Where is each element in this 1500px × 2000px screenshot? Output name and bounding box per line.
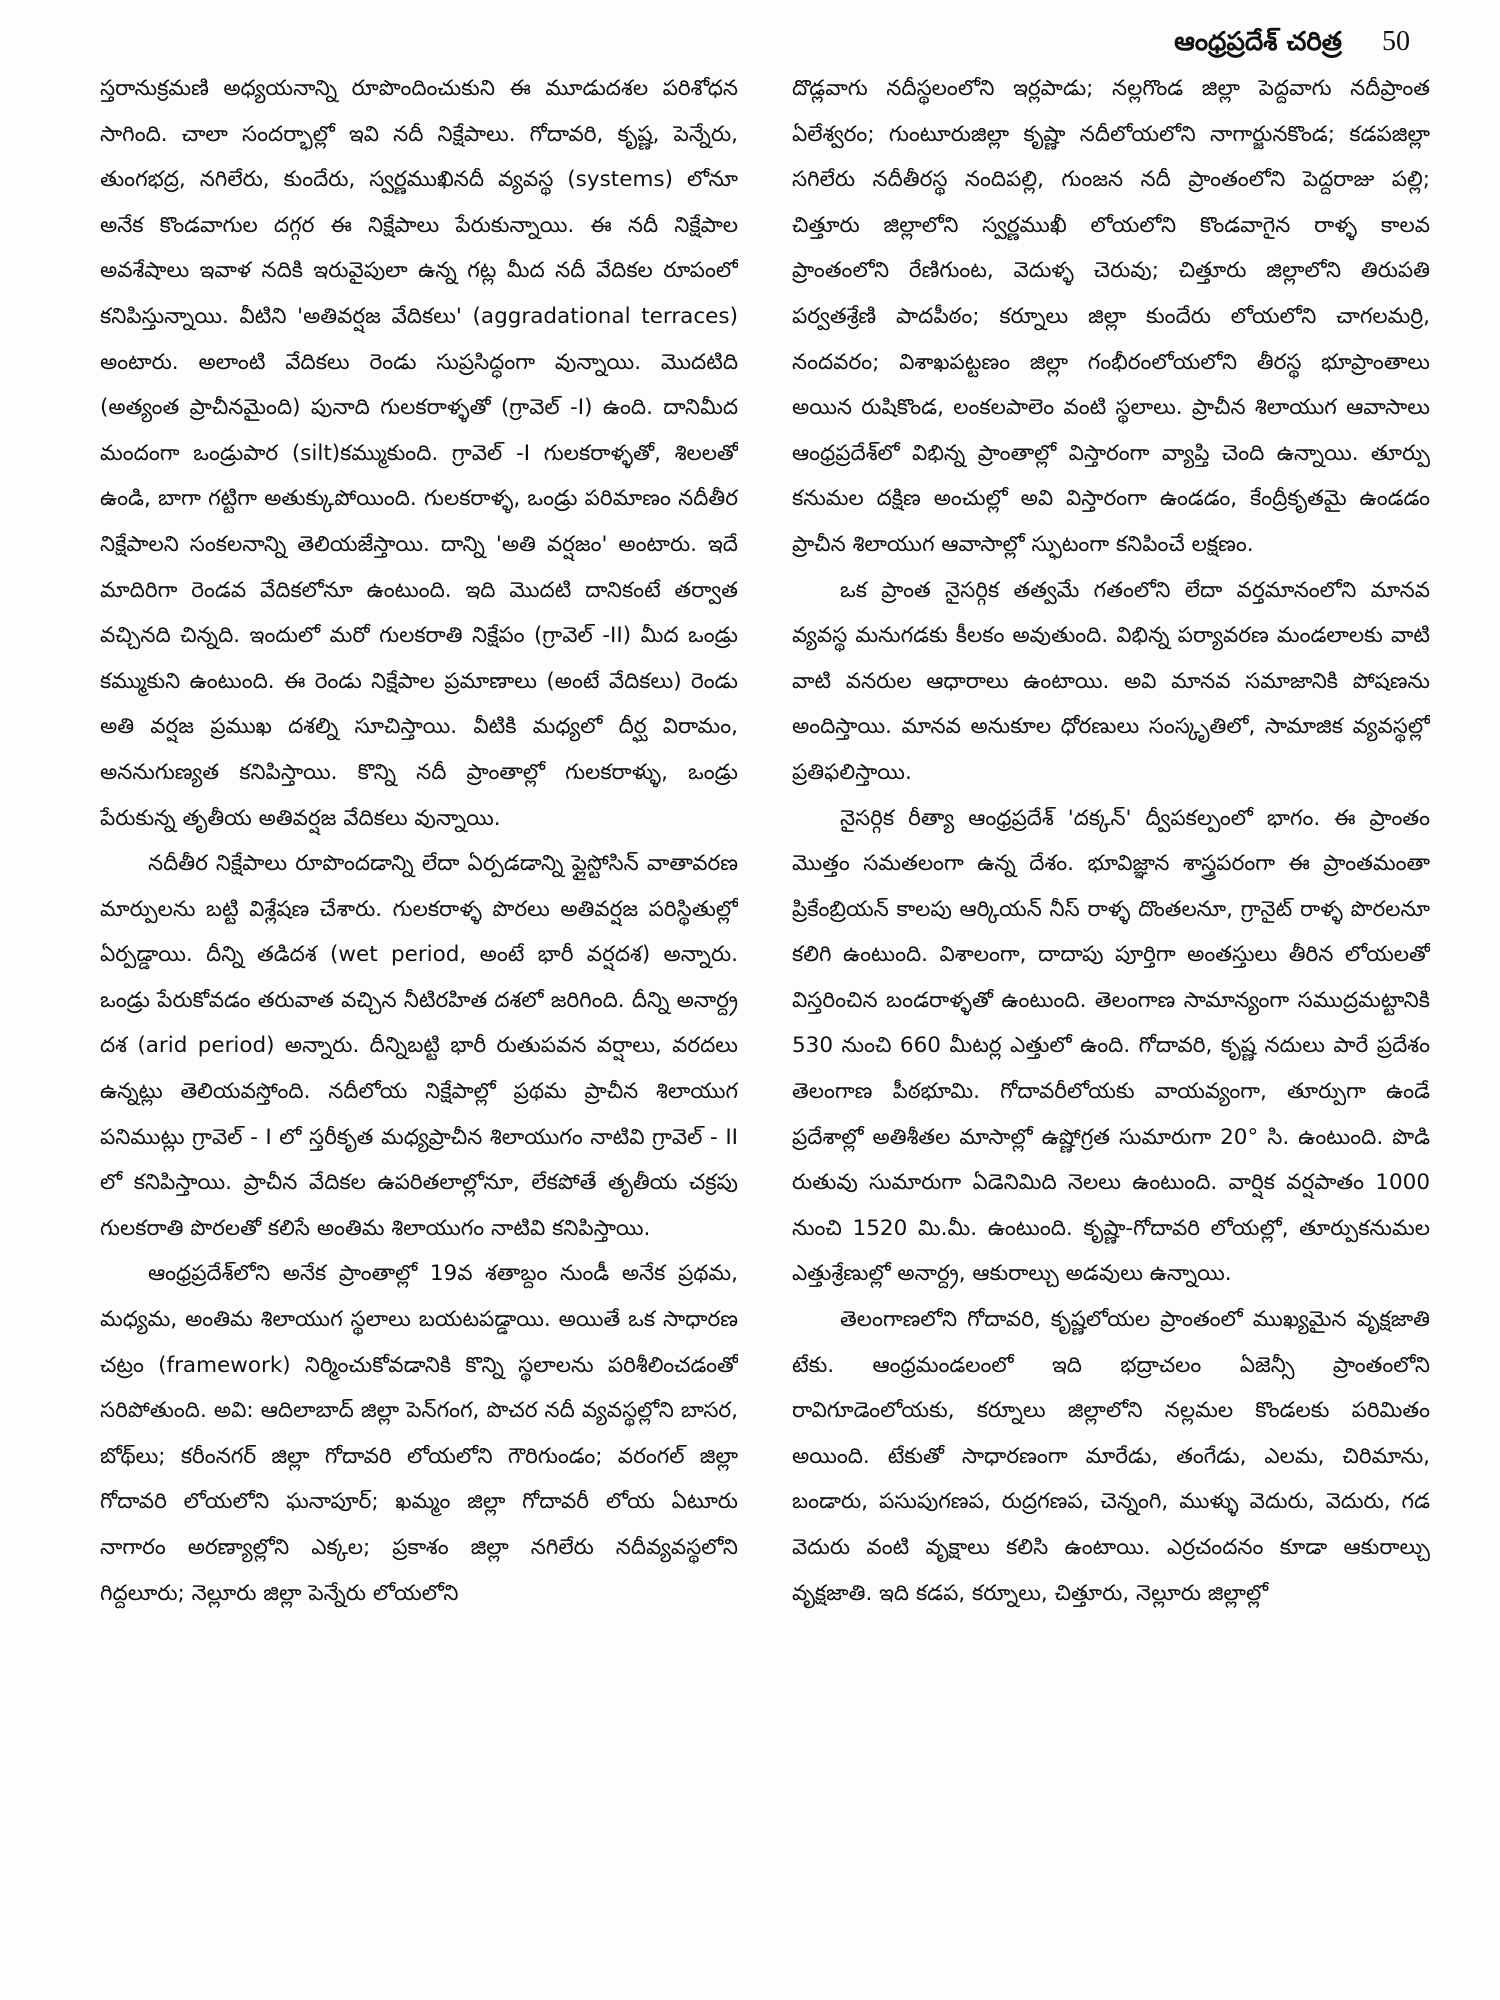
paragraph: తెలంగాణలోని గోదావరి, కృష్ణలోయల ప్రాంతంలో ముఖ్యమైన వృక్షజాతి టేకు. ఆంధ్రమండలంలో ఇది భద్రాచలం ఏజెన్సీ ప్రాంతంలోని రావిగూడెంలోయకు, కర్నూలు జిల్లాలోని నల్లమల కొండలకు పరిమితం అయింది. టేకుతో సాధారణంగా మారేడు, తంగేడు, ఎలమ, చిరిమాను, బండారు, పసుపుగణప, రుద్రగణప, చెన్నంగి, ముళ్ళు వెదురు, వెదురు, గడ వెదురు వంటి వృక్షాలు కలిసి ఉంటాయి. ఎర్రచందనం కూడా ఆకురాల్చు వృక్షజాతి. ఇది కడప, కర్నూలు, చిత్తూరు, నెల్లూరు జిల్లాల్లో xyxy=(792,1307,1430,1606)
paragraph: ఒక ప్రాంత నైసర్గిక తత్వమే గతంలోని లేదా వర్తమానంలోని మానవ వ్యవస్థ మనుగడకు కీలకం అవుతుంది. విభిన్న పర్యావరణ మండలాలకు వాటి వాటి వనరుల ఆధారాలు ఉంటాయి. అవి మానవ సమాజానికి పోషణను అందిస్తాయి. మానవ అనుకూల ధోరణులు సంస్కృతిలో, సామాజిక వ్యవస్థల్లో ప్రతిఫలిస్తాయి. xyxy=(792,577,1430,785)
running-title: ఆంధ్రప్రదేశ్ చరిత్ర xyxy=(1174,27,1342,57)
text-columns xyxy=(100,66,1430,1966)
paragraph: నదీతీర నిక్షేపాలు రూపొందడాన్ని లేదా ఏర్పడడాన్ని ప్లైస్టోసిన్ వాతావరణ మార్పులను బట్టి విశ్లేషణ చేశారు. గులకరాళ్ళ పొరలు అతివర్షజ పరిస్థితుల్లో ఏర్పడ్డాయి. దీన్ని తడిదశ (wet period, అంటే భారీ వర్షదశ) అన్నారు. ఒండ్రు పేరుకోవడం తరువాత వచ్చిన నీటిరహిత దశలో జరిగింది. దీన్ని అనార్ద్ర దశ (arid period) అన్నారు. దీన్నిబట్టి భారీ రుతుపవన వర్షాలు, వరదలు ఉన్నట్లు తెలియవస్తోంది. నదీలోయ నిక్షేపాల్లో ప్రథమ ప్రాచీన శిలాయుగ పనిముట్లు గ్రావెల్ - I లో స్తరీకృత మధ్యప్రాచీన శిలాయుగం నాటివి గ్రావెల్ - II లో కనిపిస్తాయి. ప్రాచీన వేదికల ఉపరితలాల్లోనూ, లేకపోతే తృతీయ చక్రపు గులకరాతి పొరలతో కలిసే అంతిమ శిలాయుగం నాటివి కనిపిస్తాయి. xyxy=(100,851,738,1241)
page-number: 50 xyxy=(1382,26,1410,57)
paragraph: నైసర్గిక రీత్యా ఆంధ్రప్రదేశ్ 'దక్కన్' ద్వీపకల్పంలో భాగం. ఈ ప్రాంతం మొత్తం సమతలంగా ఉన్న దేశం. భూవిజ్ఞాన శాస్త్రపరంగా ఈ ప్రాంతమంతా ప్రికేంబ్రియన్ కాలపు ఆర్కియన్ నీస్ రాళ్ళ దొంతలనూ, గ్రానైట్ రాళ్ళ పొరలనూ కలిగి ఉంటుంది. విశాలంగా, దాదాపు పూర్తిగా అంతస్తులు తీరిన లోయలతో విస్తరించిన బండరాళ్ళతో ఉంటుంది. తెలంగాణ సామాన్యంగా సముద్రమట్టానికి 530 నుంచి 660 మీటర్ల ఎత్తులో ఉంది. గోదావరి, కృష్ణ నదులు పారే ప్రదేశం తెలంగాణ పీఠభూమి. గోదావరీలోయకు వాయవ్యంగా, తూర్పుగా ఉండే ప్రదేశాల్లో అతిశీతల మాసాల్లో ఉష్ణోగ్రత సుమారుగా 20° సి. ఉంటుంది. పొడి రుతువు సుమారుగా ఏడెనిమిది నెలలు ఉంటుంది. వార్షిక వర్షపాతం 1000 నుంచి 1520 మి.మీ. ఉంటుంది. కృష్ణా-గోదావరి లోయల్లో, తూర్పుకనుమల ఎత్తుశ్రేణుల్లో అనార్ద్ర, ఆకురాల్చు అడవులు ఉన్నాయి. xyxy=(792,805,1430,1287)
paragraph: దొడ్లవాగు నదీస్థలంలోని ఇర్లపాడు; నల్లగొండ జిల్లా పెద్దవాగు నదీప్రాంత ఏలేశ్వరం; గుంటూరుజిల్లా కృష్ణా నదీలోయలోని నాగార్జునకొండ; కడపజిల్లా సగిలేరు నదీతీరస్థ నందిపల్లి, గుంజన నదీ ప్రాంతంలోని పెద్దరాజు పల్లి; చిత్తూరు జిల్లాలోని స్వర్ణముఖీ లోయలోని కొండవాగైన రాళ్ళ కాలవ ప్రాంతంలోని రేణిగుంట, వెదుళ్ళ చెరువు; చిత్తూరు జిల్లాలోని తిరుపతి పర్వతశ్రేణి పాదపీఠం; కర్నూలు జిల్లా కుందేరు లోయలోని చాగలమర్రి, నందవరం; విశాఖపట్టణం జిల్లా గంభీరంలోయలోని తీరస్థ భూప్రాంతాలు అయిన రుషికొండ, లంకలపాలెం వంటి స్థలాలు. ప్రాచీన శిలాయుగ ఆవాసాలు ఆంధ్రప్రదేశ్‌లో విభిన్న ప్రాంతాల్లో విస్తారంగా వ్యాప్తి చెంది ఉన్నాయి. తూర్పు కనుమల దక్షిణ అంచుల్లో అవి విస్తారంగా ఉండడం, కేంద్రీకృతమై ఉండడం ప్రాచీన శిలాయుగ ఆవాసాల్లో స్ఫుటంగా కనిపించే లక్షణం. xyxy=(792,76,1430,557)
paragraph: ఆంధ్రప్రదేశ్‌లోని అనేక ప్రాంతాల్లో 19వ శతాబ్దం నుండీ అనేక ప్రథమ, మధ్యమ, అంతిమ శిలాయుగ స్థలాలు బయటపడ్డాయి. అయితే ఒక సాధారణ చట్రం (framework) నిర్మించుకోవడానికి కొన్ని స్థలాలను పరిశీలించడంతో సరిపోతుంది. అవి: ఆదిలాబాద్ జిల్లా పెన్‌గంగ, పొచర నదీ వ్యవస్థల్లోని బాసర, బోథ్‌లు; కరీంనగర్ జిల్లా గోదావరి లోయలోని గౌరిగుండం; వరంగల్ జిల్లా గోదావరి లోయలోని ఘనాపూర్; ఖమ్మం జిల్లా గోదావరీ లోయ ఏటూరు నాగారం అరణ్యాల్లోని ఎక్కల; ప్రకాశం జిల్లా నగిలేరు నదీవ్యవస్థలోని గిద్దలూరు; నెల్లూరు జిల్లా పెన్నేరు లోయలోని xyxy=(100,1261,738,1606)
paragraph: స్తరానుక్రమణి అధ్యయనాన్ని రూపొందించుకుని ఈ మూడుదశల పరిశోధన సాగింది. చాలా సందర్భాల్లో ఇవి నదీ నిక్షేపాలు. గోదావరి, కృష్ణ, పెన్నేరు, తుంగభద్ర, నగిలేరు, కుందేరు, స్వర్ణముఖినదీ వ్యవస్థ (systems) లోనూ అనేక కొండవాగుల దగ్గర ఈ నిక్షేపాలు పేరుకున్నాయి. ఈ నదీ నిక్షేపాల అవశేషాలు ఇవాళ నదికి ఇరువైపులా ఉన్న గట్ల మీద నదీ వేదికల రూపంలో కనిపిస్తున్నాయి. వీటిని 'అతివర్షజ వేదికలు' (aggradational terraces) అంటారు. అలాంటి వేదికలు రెండు సుప్రసిద్ధంగా వున్నాయి. మొదటిది (అత్యంత ప్రాచీనమైంది) పునాది గులకరాళ్ళతో (గ్రావెల్ -I) ఉంది. దానిమీద మందంగా ఒండ్రుపార (silt)కమ్ముకుంది. గ్రావెల్ -I గులకరాళ్ళతో, శిలలతో ఉండి, బాగా గట్టిగా అతుక్కుపోయింది. గులకరాళ్ళ, ఒండ్రు పరిమాణం నదీతీర నిక్షేపాలని సంకలనాన్ని తెలియజేస్తాయి. దాన్ని 'అతి వర్షజం' అంటారు. ఇదే మాదిరిగా రెండవ వేదికలోనూ ఉంటుంది. ఇది మొదటి దానికంటే తర్వాత వచ్చినది చిన్నది. ఇందులో మరో గులకరాతి నిక్షేపం (గ్రావెల్ -II) మీద ఒండ్రు కమ్ముకుని ఉంటుంది. ఈ రెండు నిక్షేపాల ప్రమాణాలు (అంటే వేదికలు) రెండు అతి వర్షజ ప్రముఖ దశల్ని సూచిస్తాయి. వీటికి మధ్యలో దీర్ఘ విరామం, అననుగుణ్యత కనిపిస్తాయి. కొన్ని నదీ ప్రాంతాల్లో గులకరాళ్ళు, ఒండ్రు పేరుకున్న తృతీయ అతివర్షజ వేదికలు వున్నాయి. xyxy=(100,76,738,831)
left-column xyxy=(100,66,738,1966)
page-header xyxy=(1174,26,1410,66)
right-column xyxy=(792,66,1430,1966)
